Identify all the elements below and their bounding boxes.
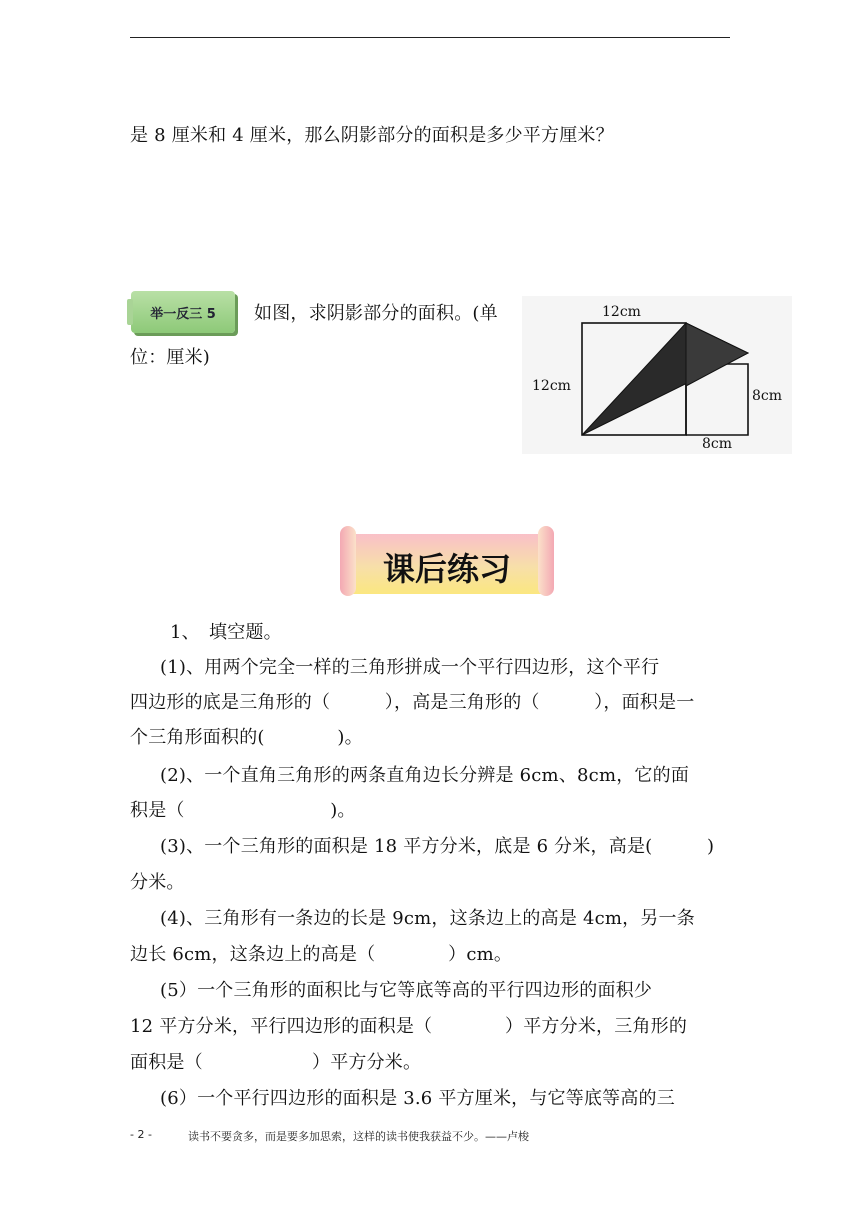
label-top: 12cm [602,304,641,320]
q2-line1: (2)、一个直角三角形的两条直角边长分辨是 6cm、8cm，它的面 [160,765,690,786]
label-left: 12cm [532,378,571,394]
q1-line3: 个三角形面积的( )。 [130,727,363,748]
example-text-line2: 位：厘米) [130,347,211,368]
example-badge: 举一反三 5 [131,291,235,333]
geometry-figure [522,296,792,454]
label-right: 8cm [752,388,783,404]
page-number: - 2 - [130,1128,152,1141]
problem-text-continued: 是 8 厘米和 4 厘米，那么阴影部分的面积是多少平方厘米？ [130,125,614,146]
q4-line1: (4)、三角形有一条边的长是 9cm，这条边上的高是 4cm，另一条 [160,908,695,929]
q1-line1: (1)、用两个完全一样的三角形拼成一个平行四边形，这个平行 [160,657,660,678]
footer-quote: 读书不要贪多，而是要多加思索，这样的读书使我获益不少。——卢梭 [188,1130,529,1143]
q6-line1: (6）一个平行四边形的面积是 3.6 平方厘米，与它等底等高的三 [160,1088,675,1109]
q5-line2: 12 平方分米，平行四边形的面积是（ ）平方分米，三角形的 [130,1016,688,1037]
section-title: 课后练习 [382,550,511,588]
q3-line2: 分米。 [130,872,185,893]
section-title-banner [340,526,554,602]
figure-svg [522,296,792,454]
q5-line3: 面积是（ ）平方分米。 [130,1052,422,1073]
q2-line2: 积是（ )。 [130,800,356,821]
q1-line2: 四边形的底是三角形的（ ），高是三角形的（ ），面积是一 [130,692,695,713]
label-bottom: 8cm [702,436,733,452]
q5-line1: (5）一个三角形的面积比与它等底等高的平行四边形的面积少 [160,980,653,1001]
exercise-heading: 1、 填空题。 [170,622,282,643]
q3-line1: (3)、一个三角形的面积是 18 平方分米，底是 6 分米，高是( ) [160,836,715,857]
q4-line2: 边长 6cm，这条边上的高是（ ）cm。 [130,944,513,965]
example-text-line1: 如图，求阴影部分的面积。(单 [254,303,498,324]
header-rule [130,37,730,38]
